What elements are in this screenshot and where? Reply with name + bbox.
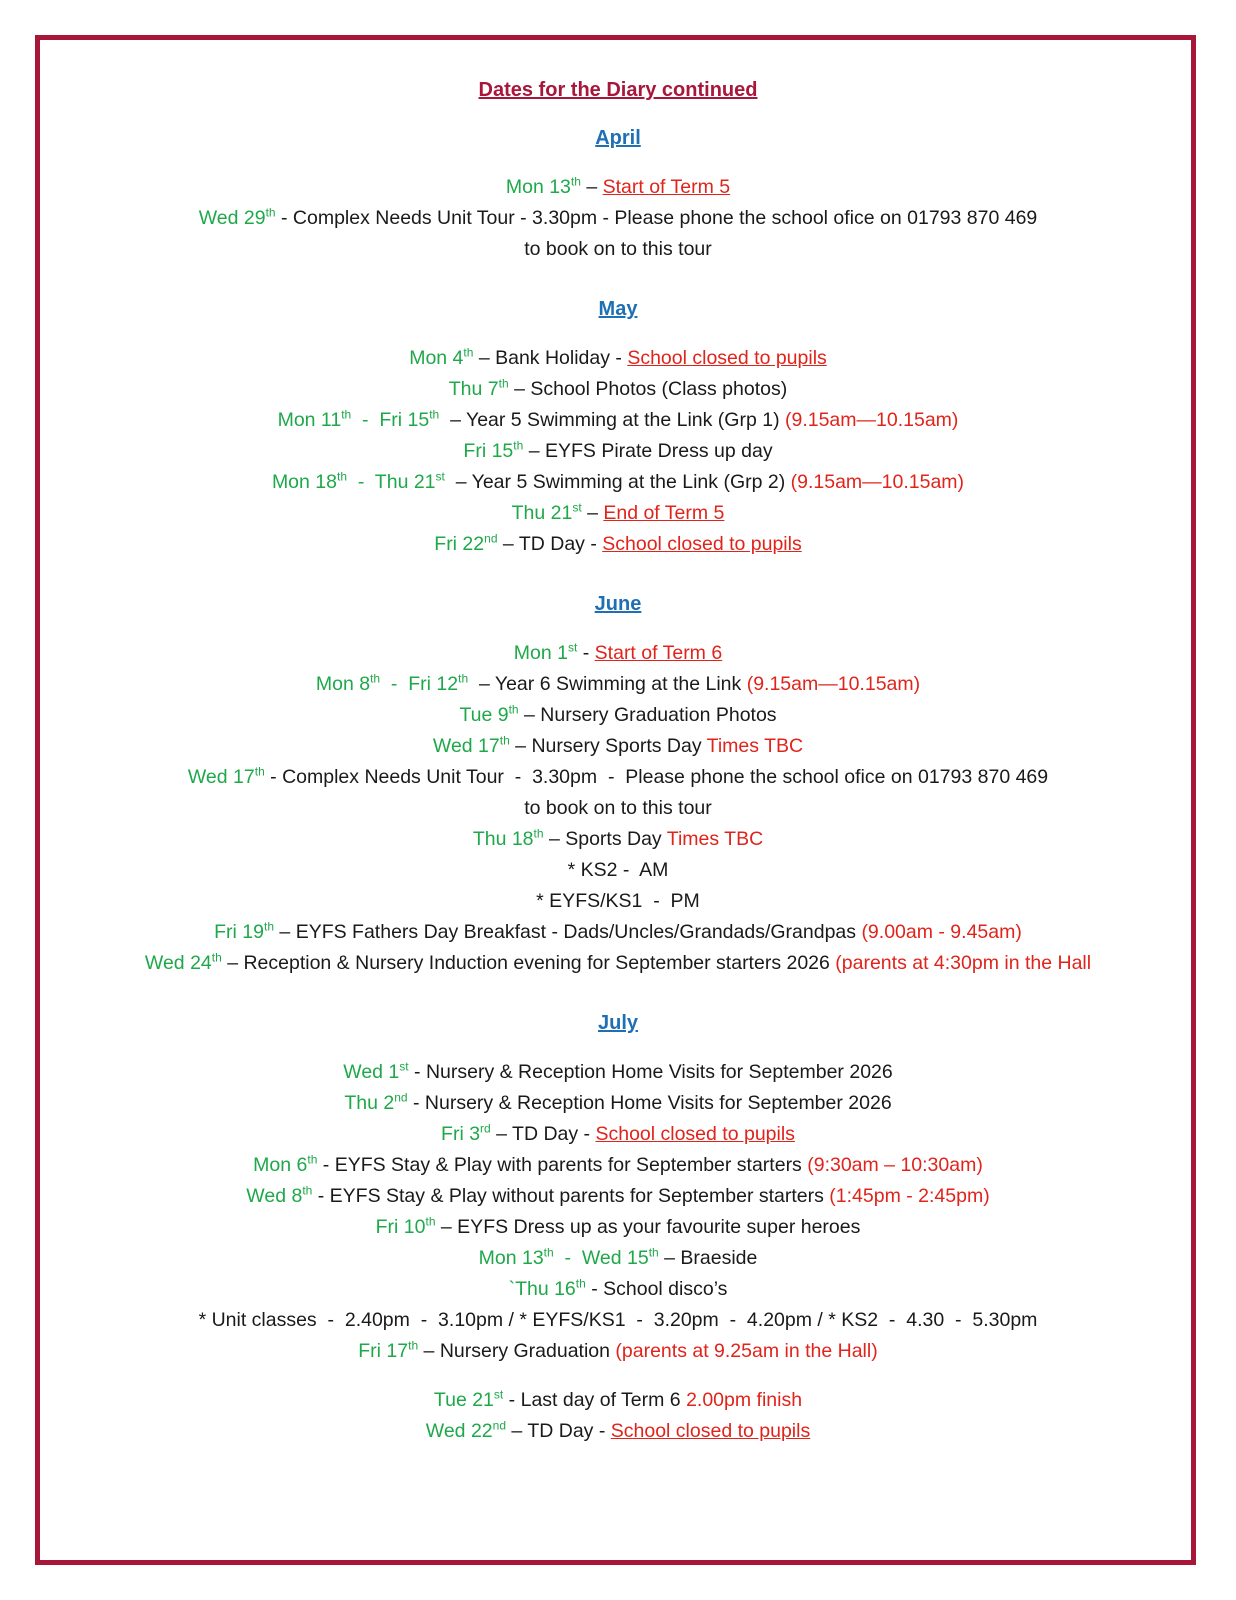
diary-entry: Tue 21st - Last day of Term 6 2.00pm finish	[433, 1387, 803, 1411]
month-heading-may: May	[598, 298, 638, 320]
diary-entry: Thu 7th – School Photos (Class photos)	[448, 376, 788, 400]
diary-entry: Tue 9th – Nursery Graduation Photos	[459, 702, 777, 726]
month-heading-july: July	[597, 1012, 639, 1034]
diary-entry: Fri 15th – EYFS Pirate Dress up day	[463, 438, 773, 462]
month-heading-april: April	[595, 127, 641, 149]
diary-entry: Wed 17th - Complex Needs Unit Tour - 3.30pm - Please phone the school oﬁce on 01793 870 469	[187, 764, 1049, 788]
diary-entry: Thu 2nd - Nursery & Reception Home Visits for September 2026	[344, 1090, 892, 1114]
diary-entry: Wed 29th - Complex Needs Unit Tour - 3.30pm - Please phone the school oﬁce on 01793 870 469	[198, 205, 1038, 229]
diary-entry: Thu 21st – End of Term 5	[511, 500, 725, 524]
diary-content	[40, 76, 1196, 1447]
diary-entry: Wed 8th - EYFS Stay & Play without parents for September starters (1:45pm - 2:45pm)	[246, 1183, 990, 1207]
diary-entry: to book on to this tour	[524, 238, 712, 260]
diary-entry: Wed 17th – Nursery Sports Day Times TBC	[432, 733, 804, 757]
diary-entry: Mon 8th - Fri 12th – Year 6 Swimming at the Link (9.15am—10.15am)	[315, 671, 921, 695]
diary-entry: Mon 13th - Wed 15th – Braeside	[478, 1245, 758, 1269]
diary-entry: Fri 3rd – TD Day - School closed to pupils	[441, 1121, 795, 1145]
diary-entry: to book on to this tour	[524, 797, 712, 819]
diary-entry: Fri 10th – EYFS Dress up as your favourite super heroes	[375, 1214, 861, 1238]
diary-entry: * KS2 - AM	[567, 859, 669, 881]
diary-entry: `Thu 16th - School disco’s	[508, 1276, 728, 1300]
month-heading-june: June	[594, 593, 642, 615]
diary-entry: Wed 22nd – TD Day - School closed to pupils	[425, 1418, 811, 1442]
diary-entry: Thu 18th – Sports Day Times TBC	[472, 826, 764, 850]
diary-entry: * EYFS/KS1 - PM	[536, 890, 700, 912]
diary-entry: Fri 17th – Nursery Graduation (parents at 9.25am in the Hall)	[358, 1338, 878, 1362]
diary-entry: Mon 13th – Start of Term 5	[505, 174, 731, 198]
diary-entry: Mon 4th – Bank Holiday - School closed to pupils	[409, 345, 827, 369]
diary-entry: * Unit classes - 2.40pm - 3.10pm / * EYFS/KS1 - 3.20pm - 4.20pm / * KS2 - 4.30 - 5.30pm	[198, 1309, 1038, 1331]
diary-entry: Wed 1st - Nursery & Reception Home Visits for September 2026	[343, 1059, 893, 1083]
diary-entry: Mon 18th - Thu 21st – Year 5 Swimming at the Link (Grp 2) (9.15am—10.15am)	[271, 469, 965, 493]
diary-entry: Fri 22nd – TD Day - School closed to pupils	[434, 531, 802, 555]
diary-entry: Fri 19th – EYFS Fathers Day Breakfast - Dads/Uncles/Grandads/Grandpas (9.00am - 9.45am)	[214, 919, 1022, 943]
diary-entry: Wed 24th – Reception & Nursery Induction evening for September starters 2026 (parents at 4:30pm in the Hall	[144, 950, 1092, 974]
diary-entry: Mon 1st - Start of Term 6	[513, 640, 723, 664]
diary-entry: Mon 6th - EYFS Stay & Play with parents for September starters (9:30am – 10:30am)	[253, 1152, 983, 1176]
page-title: Dates for the Diary continued	[478, 79, 758, 101]
diary-entry: Mon 11th - Fri 15th – Year 5 Swimming at the Link (Grp 1) (9.15am—10.15am)	[277, 407, 959, 431]
